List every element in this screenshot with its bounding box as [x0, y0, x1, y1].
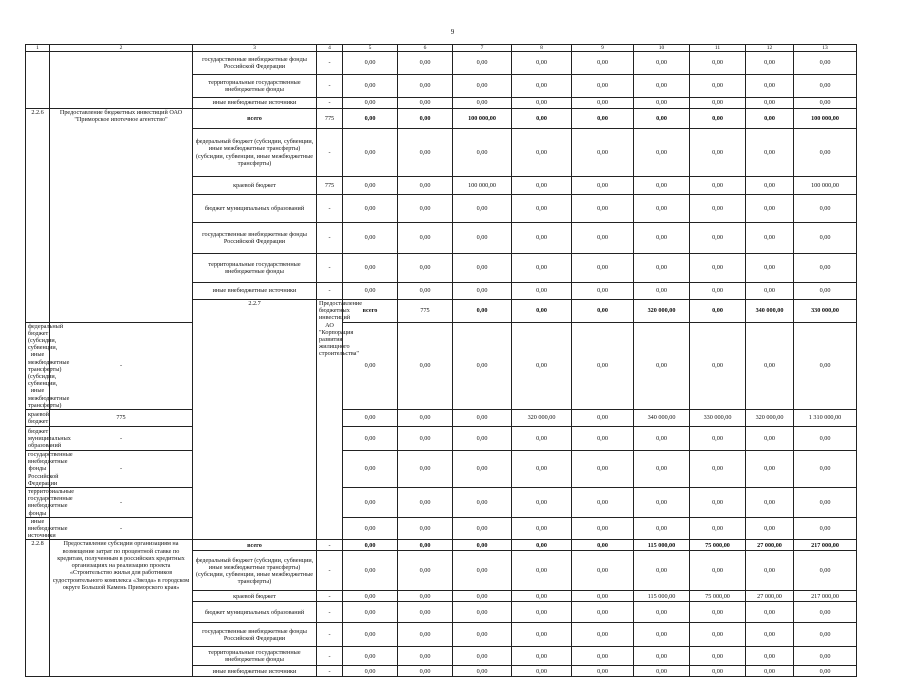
value-cell-col-8: 0,00 [512, 254, 572, 283]
value-cell-col-13: 0,00 [794, 129, 857, 177]
value-cell-col-12: 0,00 [746, 223, 794, 254]
column-number-12: 12 [746, 45, 794, 52]
value-cell-col-6: 0,00 [398, 488, 453, 518]
value-cell-col-8: 0,00 [512, 195, 572, 223]
code-cell: - [50, 488, 193, 518]
code-cell: - [317, 98, 343, 109]
value-cell-col-12: 0,00 [746, 647, 794, 666]
value-cell-col-9: 0,00 [572, 254, 634, 283]
value-cell-col-9: 0,00 [572, 427, 634, 451]
funding-source-cell: государственные внебюджетные фонды Российской Федерации [193, 223, 317, 254]
code-cell: - [317, 602, 343, 623]
value-cell-col-6: 0,00 [398, 75, 453, 98]
value-cell-col-12: 0,00 [746, 427, 794, 451]
value-cell-col-11: 75 000,00 [690, 540, 746, 551]
value-cell-col-11: 0,00 [690, 322, 746, 409]
value-cell-col-5: 0,00 [453, 300, 512, 323]
value-cell-col-5: 0,00 [343, 551, 398, 591]
value-cell-col-9: 0,00 [572, 98, 634, 109]
value-cell-col-12: 0,00 [746, 195, 794, 223]
value-cell-col-11: 0,00 [690, 109, 746, 129]
item-number-cell: 2.2.7 [193, 300, 317, 540]
code-cell: - [317, 283, 343, 300]
code-cell: - [317, 647, 343, 666]
value-cell-col-11: 330 000,00 [794, 300, 857, 323]
value-cell-col-9: 0,00 [572, 195, 634, 223]
value-cell-col-6: 0,00 [398, 195, 453, 223]
value-cell-col-9: 0,00 [572, 223, 634, 254]
value-cell-col-6: 0,00 [398, 98, 453, 109]
code-cell: - [317, 254, 343, 283]
code-cell: - [317, 223, 343, 254]
value-cell-col-13: 0,00 [794, 488, 857, 518]
value-cell-col-6: 0,00 [398, 451, 453, 488]
value-cell-col-11: 0,00 [690, 602, 746, 623]
funding-source-cell: федеральный бюджет (субсидии, субвенции, иные межбюджетные трансферты) (субсидии, субвенции, иные межбюджетные трансферты) [193, 551, 317, 591]
value-cell-col-10: 0,00 [634, 451, 690, 488]
value-cell-col-12: 0,00 [746, 322, 794, 409]
value-cell-col-5: 0,00 [343, 98, 398, 109]
value-cell-col-13: 0,00 [794, 551, 857, 591]
code-cell: - [317, 591, 343, 602]
value-cell-col-13: 0,00 [794, 602, 857, 623]
value-cell-col-7: 0,00 [453, 98, 512, 109]
value-cell-col-6: 0,00 [398, 177, 453, 195]
item-number-cell: 2.2.6 [26, 109, 50, 323]
value-cell-col-5: 0,00 [343, 109, 398, 129]
value-cell-col-7: 0,00 [453, 488, 512, 518]
value-cell-col-8: 0,00 [512, 177, 572, 195]
value-cell-col-8: 0,00 [512, 647, 572, 666]
value-cell-col-12: 0,00 [746, 129, 794, 177]
value-cell-col-5: 0,00 [343, 177, 398, 195]
value-cell-col-11: 0,00 [690, 195, 746, 223]
column-number-row [26, 45, 857, 52]
value-cell-col-8: 0,00 [512, 223, 572, 254]
value-cell-col-10: 0,00 [634, 488, 690, 518]
code-cell: - [317, 195, 343, 223]
value-cell-col-10: 0,00 [634, 647, 690, 666]
value-cell-col-9: 0,00 [572, 540, 634, 551]
value-cell-col-11: 330 000,00 [690, 410, 746, 427]
value-cell-col-10: 0,00 [634, 283, 690, 300]
table-row [26, 410, 857, 427]
code-cell: - [50, 451, 193, 488]
item-name-cell: Предоставление бюджетных инвестиций АО "Корпорация развития жилищного строительства" [317, 300, 343, 540]
column-number-9: 9 [572, 45, 634, 52]
value-cell-col-11: 0,00 [690, 623, 746, 647]
funding-source-cell: государственные внебюджетные фонды Российской Федерации [193, 52, 317, 75]
value-cell-col-10: 0,00 [634, 602, 690, 623]
column-number-5: 5 [343, 45, 398, 52]
value-cell-col-12: 0,00 [746, 75, 794, 98]
value-cell-col-12: 0,00 [746, 254, 794, 283]
value-cell-col-7: 0,00 [453, 591, 512, 602]
page-number: 9 [450, 28, 455, 36]
value-cell-col-13: 0,00 [794, 623, 857, 647]
value-cell-col-13: 217 000,00 [794, 540, 857, 551]
value-cell-col-11: 0,00 [690, 427, 746, 451]
value-cell-col-13: 0,00 [794, 75, 857, 98]
value-cell-col-5: 0,00 [343, 647, 398, 666]
table-row [26, 109, 857, 129]
code-cell: - [317, 551, 343, 591]
value-cell-col-7: 0,00 [453, 451, 512, 488]
value-cell-col-6: 0,00 [398, 623, 453, 647]
value-cell-col-8: 0,00 [512, 666, 572, 677]
value-cell-col-5: 0,00 [343, 591, 398, 602]
value-cell-col-6: 0,00 [398, 591, 453, 602]
value-cell-col-8: 320 000,00 [512, 410, 572, 427]
column-number-7: 7 [453, 45, 512, 52]
table-row [26, 322, 857, 409]
value-cell-col-5: 0,00 [343, 322, 398, 409]
value-cell-col-13: 0,00 [794, 98, 857, 109]
value-cell-col-7: 0,00 [453, 129, 512, 177]
value-cell-col-6: 0,00 [398, 129, 453, 177]
table-row [26, 427, 857, 451]
table-row [26, 517, 857, 540]
value-cell-col-10: 0,00 [634, 177, 690, 195]
value-cell-col-7: 0,00 [453, 195, 512, 223]
item-number-cell [26, 52, 50, 109]
funding-source-cell: иные внебюджетные источники [193, 98, 317, 109]
column-number-13: 13 [794, 45, 857, 52]
value-cell-col-5: 0,00 [343, 283, 398, 300]
value-cell-col-6: 0,00 [398, 647, 453, 666]
value-cell-col-5: 0,00 [343, 195, 398, 223]
value-cell-col-8: 0,00 [512, 451, 572, 488]
code-cell: - [317, 540, 343, 551]
column-number-8: 8 [512, 45, 572, 52]
value-cell-col-11: 0,00 [690, 666, 746, 677]
value-cell-col-13: 0,00 [794, 647, 857, 666]
value-cell-col-11: 0,00 [690, 283, 746, 300]
value-cell-col-11: 0,00 [690, 254, 746, 283]
value-cell-col-13: 0,00 [794, 451, 857, 488]
value-cell-col-9: 0,00 [572, 602, 634, 623]
value-cell-col-7: 0,00 [453, 517, 512, 540]
value-cell-col-12: 0,00 [746, 451, 794, 488]
value-cell-col-10: 0,00 [634, 75, 690, 98]
code-cell: - [317, 623, 343, 647]
value-cell-col-8: 0,00 [512, 129, 572, 177]
value-cell-col-5: 0,00 [343, 223, 398, 254]
value-cell-col-10: 0,00 [634, 322, 690, 409]
value-cell-col-6: 0,00 [398, 666, 453, 677]
column-number-4: 4 [317, 45, 343, 52]
value-cell-col-12: 320 000,00 [746, 410, 794, 427]
value-cell-col-10: 0,00 [634, 517, 690, 540]
value-cell-col-13: 0,00 [794, 517, 857, 540]
column-number-11: 11 [690, 45, 746, 52]
value-cell-col-11: 0,00 [690, 488, 746, 518]
value-cell-col-7: 0,00 [453, 254, 512, 283]
value-cell-col-9: 0,00 [572, 322, 634, 409]
value-cell-col-10: 115 000,00 [634, 540, 690, 551]
value-cell-col-12: 0,00 [746, 283, 794, 300]
value-cell-col-13: 217 000,00 [794, 591, 857, 602]
value-cell-col-9: 0,00 [572, 551, 634, 591]
value-cell-col-10: 340 000,00 [746, 300, 794, 323]
value-cell-col-9: 0,00 [572, 666, 634, 677]
value-cell-col-8: 320 000,00 [634, 300, 690, 323]
code-cell: 775 [317, 109, 343, 129]
code-cell: 775 [317, 177, 343, 195]
funding-source-cell: государственные внебюджетные фонды Российской Федерации [193, 623, 317, 647]
value-cell-col-10: 0,00 [634, 129, 690, 177]
value-cell-col-11: 0,00 [690, 223, 746, 254]
value-cell-col-7: 0,00 [572, 300, 634, 323]
column-number-1: 1 [26, 45, 50, 52]
value-cell-col-13: 0,00 [794, 666, 857, 677]
value-cell-col-7: 0,00 [453, 283, 512, 300]
value-cell-col-8: 0,00 [512, 109, 572, 129]
value-cell-col-12: 0,00 [746, 666, 794, 677]
value-cell-col-12: 0,00 [746, 52, 794, 75]
value-cell-col-13: 1 310 000,00 [794, 410, 857, 427]
funding-source-cell: всего [193, 109, 317, 129]
value-cell-col-10: 0,00 [634, 223, 690, 254]
value-cell-col-8: 0,00 [512, 427, 572, 451]
value-cell-col-6: 0,00 [398, 602, 453, 623]
value-cell-col-10: 0,00 [634, 109, 690, 129]
funding-source-cell: бюджет муниципальных образований [26, 427, 50, 451]
value-cell-col-12: 27 000,00 [746, 540, 794, 551]
value-cell-col-9: 0,00 [572, 488, 634, 518]
value-cell-col-13: 0,00 [794, 195, 857, 223]
value-cell-col-9: 0,00 [572, 623, 634, 647]
value-cell-col-12: 0,00 [746, 517, 794, 540]
value-cell-col-9: 0,00 [572, 410, 634, 427]
value-cell-col-7: 0,00 [453, 666, 512, 677]
value-cell-col-5: 0,00 [343, 427, 398, 451]
value-cell-col-7: 100 000,00 [453, 177, 512, 195]
funding-source-cell: территориальные государственные внебюджетные фонды [26, 488, 50, 518]
value-cell-col-7: 0,00 [453, 223, 512, 254]
value-cell-col-11: 0,00 [690, 52, 746, 75]
value-cell-col-11: 75 000,00 [690, 591, 746, 602]
value-cell-col-7: 100 000,00 [453, 109, 512, 129]
value-cell-col-8: 0,00 [512, 591, 572, 602]
funding-source-cell: краевой бюджет [193, 177, 317, 195]
code-cell: - [50, 322, 193, 409]
funding-source-cell: краевой бюджет [26, 410, 50, 427]
value-cell-col-6: 0,00 [398, 223, 453, 254]
value-cell-col-13: 0,00 [794, 427, 857, 451]
value-cell-col-10: 0,00 [634, 666, 690, 677]
value-cell-col-9: 0,00 [572, 517, 634, 540]
value-cell-col-8: 0,00 [512, 623, 572, 647]
value-cell-col-7: 0,00 [453, 551, 512, 591]
value-cell-col-9: 0,00 [690, 300, 746, 323]
value-cell-col-9: 0,00 [572, 75, 634, 98]
item-name-cell: Предоставление бюджетных инвестиций ОАО "Приморское ипотечное агентство" [50, 109, 193, 323]
value-cell-col-7: 0,00 [453, 75, 512, 98]
value-cell-col-6: 0,00 [398, 254, 453, 283]
value-cell-col-6: 0,00 [398, 52, 453, 75]
value-cell-col-10: 0,00 [634, 195, 690, 223]
funding-source-cell: федеральный бюджет (субсидии, субвенции, иные межбюджетные трансферты) (субсидии, субвенции, иные межбюджетные трансферты) [26, 322, 50, 409]
code-cell: - [50, 517, 193, 540]
value-cell-col-10: 0,00 [634, 98, 690, 109]
value-cell-col-5: 0,00 [343, 540, 398, 551]
value-cell-col-7: 0,00 [453, 602, 512, 623]
table-row [26, 52, 857, 75]
value-cell-col-13: 0,00 [794, 283, 857, 300]
code-cell: 775 [398, 300, 453, 323]
value-cell-col-9: 0,00 [572, 283, 634, 300]
value-cell-col-13: 0,00 [794, 223, 857, 254]
value-cell-col-8: 0,00 [512, 322, 572, 409]
value-cell-col-5: 0,00 [343, 602, 398, 623]
value-cell-col-9: 0,00 [572, 177, 634, 195]
value-cell-col-7: 0,00 [453, 623, 512, 647]
value-cell-col-11: 0,00 [690, 517, 746, 540]
value-cell-col-6: 0,00 [398, 427, 453, 451]
value-cell-col-5: 0,00 [343, 666, 398, 677]
value-cell-col-5: 0,00 [343, 129, 398, 177]
value-cell-col-11: 0,00 [690, 551, 746, 591]
value-cell-col-5: 0,00 [343, 517, 398, 540]
item-name-cell: Предоставление субсидии организациям на возмещение затрат по процентной ставке по кредитам, полученным в российских кредитных организациях на реализацию проекта «Строительство жилья для работников судостроительного комплекса «Звезда» в городском округе Большой Камень Приморского края» [50, 540, 193, 677]
funding-source-cell: краевой бюджет [193, 591, 317, 602]
value-cell-col-6: 0,00 [512, 300, 572, 323]
code-cell: - [50, 427, 193, 451]
funding-source-cell: государственные внебюджетные фонды Российской Федерации [26, 451, 50, 488]
value-cell-col-13: 100 000,00 [794, 109, 857, 129]
value-cell-col-9: 0,00 [572, 129, 634, 177]
value-cell-col-9: 0,00 [572, 451, 634, 488]
value-cell-col-11: 0,00 [690, 647, 746, 666]
table-row [26, 488, 857, 518]
code-cell: - [317, 52, 343, 75]
value-cell-col-11: 0,00 [690, 75, 746, 98]
value-cell-col-11: 0,00 [690, 129, 746, 177]
value-cell-col-10: 0,00 [634, 52, 690, 75]
code-cell: - [317, 666, 343, 677]
column-number-6: 6 [398, 45, 453, 52]
column-number-10: 10 [634, 45, 690, 52]
value-cell-col-13: 0,00 [794, 322, 857, 409]
value-cell-col-9: 0,00 [572, 52, 634, 75]
value-cell-col-5: 0,00 [343, 75, 398, 98]
funding-source-cell: территориальные государственные внебюджетные фонды [193, 647, 317, 666]
value-cell-col-8: 0,00 [512, 283, 572, 300]
funding-source-cell: федеральный бюджет (субсидии, субвенции, иные межбюджетные трансферты) (субсидии, субвенции, иные межбюджетные трансферты) [193, 129, 317, 177]
funding-source-cell: иные внебюджетные источники [193, 666, 317, 677]
funding-source-cell: иные внебюджетные источники [193, 283, 317, 300]
value-cell-col-13: 100 000,00 [794, 177, 857, 195]
code-cell: 775 [50, 410, 193, 427]
value-cell-col-6: 0,00 [398, 517, 453, 540]
value-cell-col-6: 0,00 [398, 551, 453, 591]
value-cell-col-5: 0,00 [343, 52, 398, 75]
value-cell-col-7: 0,00 [453, 540, 512, 551]
item-number-cell: 2.2.8 [26, 540, 50, 677]
value-cell-col-5: 0,00 [343, 623, 398, 647]
value-cell-col-12: 27 000,00 [746, 591, 794, 602]
value-cell-col-12: 0,00 [746, 602, 794, 623]
funding-source-cell: бюджет муниципальных образований [193, 602, 317, 623]
value-cell-col-8: 0,00 [512, 517, 572, 540]
value-cell-col-9: 0,00 [572, 591, 634, 602]
value-cell-col-7: 0,00 [453, 647, 512, 666]
funding-source-cell: территориальные государственные внебюджетные фонды [193, 75, 317, 98]
value-cell-col-6: 0,00 [398, 283, 453, 300]
value-cell-col-8: 0,00 [512, 75, 572, 98]
value-cell-col-11: 0,00 [690, 451, 746, 488]
value-cell-col-9: 0,00 [572, 647, 634, 666]
code-cell: - [317, 75, 343, 98]
table-row [26, 540, 857, 551]
value-cell-col-10: 115 000,00 [634, 591, 690, 602]
value-cell-col-8: 0,00 [512, 551, 572, 591]
value-cell-col-12: 0,00 [746, 623, 794, 647]
value-cell-col-7: 0,00 [453, 427, 512, 451]
column-number-3: 3 [193, 45, 317, 52]
funding-source-cell: бюджет муниципальных образований [193, 195, 317, 223]
value-cell-col-10: 0,00 [634, 254, 690, 283]
funding-source-cell: всего [193, 540, 317, 551]
item-name-cell [50, 52, 193, 109]
value-cell-col-5: 0,00 [343, 488, 398, 518]
funding-source-cell: всего [343, 300, 398, 323]
value-cell-col-12: 0,00 [746, 109, 794, 129]
value-cell-col-8: 0,00 [512, 602, 572, 623]
value-cell-col-13: 0,00 [794, 52, 857, 75]
table-row [26, 451, 857, 488]
value-cell-col-8: 0,00 [512, 488, 572, 518]
value-cell-col-12: 0,00 [746, 551, 794, 591]
value-cell-col-10: 0,00 [634, 427, 690, 451]
value-cell-col-9: 0,00 [572, 109, 634, 129]
value-cell-col-12: 0,00 [746, 177, 794, 195]
value-cell-col-7: 0,00 [453, 322, 512, 409]
value-cell-col-8: 0,00 [512, 52, 572, 75]
value-cell-col-13: 0,00 [794, 254, 857, 283]
value-cell-col-10: 0,00 [634, 623, 690, 647]
value-cell-col-5: 0,00 [343, 410, 398, 427]
funding-source-cell: иные внебюджетные источники [26, 517, 50, 540]
value-cell-col-6: 0,00 [398, 410, 453, 427]
value-cell-col-10: 340 000,00 [634, 410, 690, 427]
value-cell-col-6: 0,00 [398, 540, 453, 551]
value-cell-col-6: 0,00 [398, 109, 453, 129]
column-number-2: 2 [50, 45, 193, 52]
value-cell-col-12: 0,00 [746, 98, 794, 109]
value-cell-col-5: 0,00 [343, 451, 398, 488]
value-cell-col-12: 0,00 [746, 488, 794, 518]
value-cell-col-5: 0,00 [343, 254, 398, 283]
value-cell-col-6: 0,00 [398, 322, 453, 409]
value-cell-col-11: 0,00 [690, 98, 746, 109]
funding-source-cell: территориальные государственные внебюджетные фонды [193, 254, 317, 283]
code-cell: - [317, 129, 343, 177]
value-cell-col-7: 0,00 [453, 410, 512, 427]
value-cell-col-8: 0,00 [512, 540, 572, 551]
value-cell-col-11: 0,00 [690, 177, 746, 195]
value-cell-col-8: 0,00 [512, 98, 572, 109]
value-cell-col-7: 0,00 [453, 52, 512, 75]
value-cell-col-10: 0,00 [634, 551, 690, 591]
financing-table [25, 44, 857, 677]
